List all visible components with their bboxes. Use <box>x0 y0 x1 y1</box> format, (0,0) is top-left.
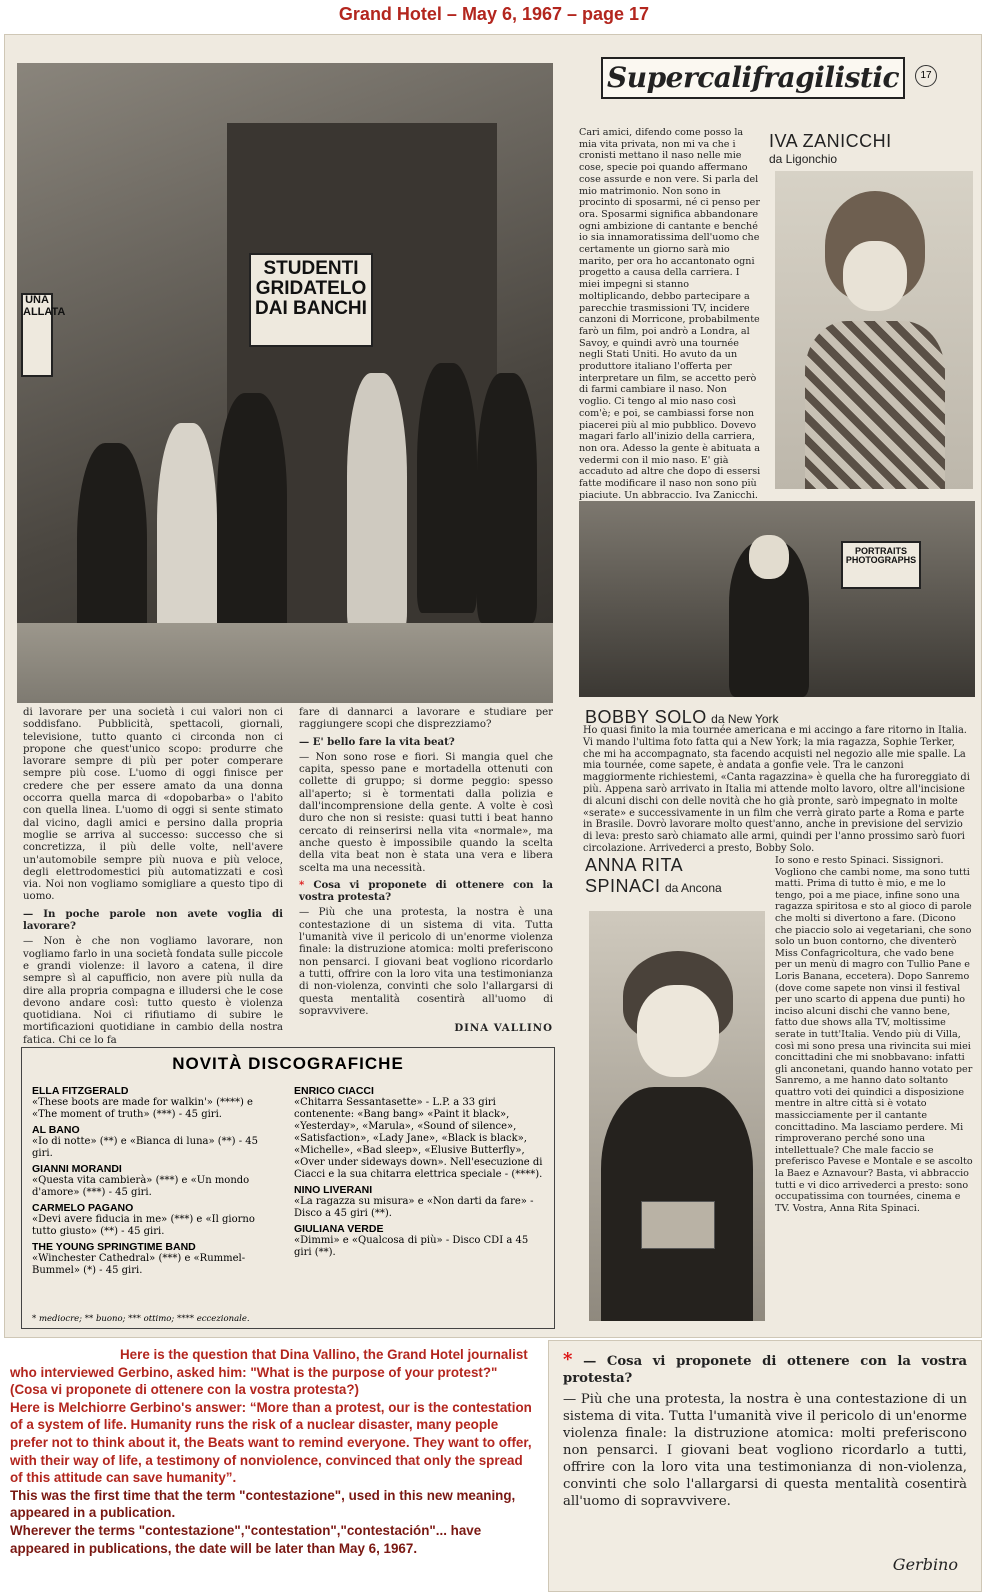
disc-entry-text: «Io di notte» (**) e «Bianca di luna» (**) - 45 giri. <box>32 1136 259 1159</box>
bobby-solo-photo <box>579 501 975 697</box>
spinaci-name: ANNA RITA SPINACI da Ancona <box>585 855 722 896</box>
portraits-sign: PORTRAITS PHOTOGRAPHS <box>841 541 921 589</box>
zanicchi-text: Cari amici, difendo come posso la mia vita privata, non mi va che i cronisti mettano il naso nelle mie cose, specie poi quando affermano cose assurde e non vere. Si parla del mio matrimonio. Non sono in procinto di sposarmi, né ci penso per ora. Sposarmi significa abbandonare ogni ambizione di cantante e benché io sia innamoratissima dell'uomo che certamente un giorno sarà mio marito, per ora ho accantonato ogni progetto a causa della carriera. I miei impegni si stanno moltiplicando, debbo partecipare a parecchie trasmissioni TV, incidere canzoni di Morricone, probabilmente farò un film, poi andrò a Londra, al Savoy, e quindi avrò una tournée negli Stati Uniti. Ho avuto da un produttore italiano l'offerta per interpretare un film, se accetto però di farmi cambiare il naso. Non voglio. Ci tengo al mio naso così com'è; e poi, se cambiassi forse non piacerei più al mio pubblico. Dovevo magari farlo all'inizio della carriera, non ora. Adesso la gente è abituata a vedermi con il mio naso. E' già accaduto ad altre che dopo di essersi fatte modificare il naso non sono più piaciute. Un abbraccio. Iva Zanicchi. <box>579 127 761 501</box>
disc-list-right <box>294 1082 544 1259</box>
bobby-solo-text: Ho quasi finito la mia tournée americana e mi accingo a fare ritorno in Italia. Vi mando l'ultima foto fatta qui a New York; la mia ragazza, Sophie Terker, che mi ha accompagnato, sta facendo acquisti nel negozio alle mie spalle. La mia tournée, come sapete, è andata a gonfie vele. Tra le canzoni maggiormente richiestemi, «Canta ragazzina» è quella che ha furoreggiato di più. Appena sarò arrivato in Italia mi attende molto lavoro, oltre all'incisione di alcuni dischi con delle novità che ho già pronte, sarò impegnato in molte «serate» e successivamente in un film che verrà girato parte a Roma e parte in Brasile. Dovrò lavorare molto quest'anno, anche in previsione del servizio di leva: presto sarò chiamato alle armi, quindi per l'anno prossimo sarò fuori circolazione. Arrivederci a presto, Bobby Solo. <box>583 725 970 854</box>
english-caption: Here is the question that Dina Vallino, the Grand Hotel journalist who interviewed Gerbino, asked him: "What is the purpose of your protest?" (Cosa vi proponete di ottenere con la vostra protesta?) Here is Melchiorre Gerbino's answer: “More than a protest, our is the contestation of a system of life. Humanity runs the risk of a nuclear disaster, many people prefer not to think about it, the Beats want to remind everyone. They want to offer, with their way of life, a testimony of nonviolence, convinced that only the spread of this attitude can save humanity”. This was the first time that the term "contestazione", used in this new meaning, appeared in a publication. Wherever the terms "contestazione","contestation","contestación"... have appeared in publications, the date will be later than May 6, 1967. <box>10 1347 532 1556</box>
person-figure <box>417 363 477 613</box>
sidewalk <box>17 623 553 703</box>
red-asterisk-marker: * <box>299 878 305 891</box>
bobby-solo-name: BOBBY SOLO da New York <box>585 707 779 727</box>
page-number: 17 <box>915 65 937 87</box>
novita-title: NOVITÀ DISCOGRAFICHE <box>172 1054 404 1073</box>
disc-entry-text: «Winchester Cathedral» (***) e «Rummel-Bummel» (*) - 45 giri. <box>32 1253 246 1276</box>
red-asterisk-marker: * <box>563 1349 573 1370</box>
supercali-title: Supercalifragilistic <box>601 57 905 99</box>
record-box <box>641 1201 715 1249</box>
spinaci-text: Io sono e resto Spinaci. Sissignori. Vogliono che cambi nome, ma sono tutti matti. Prima di tutto è mio, e me lo tengo, poi a me piace, infine sono una ragazza spiritosa e sto al gioco di parole che molti si divertono a fare. (Dicono che piaccio solo ai vegetariani, che sono solo un buon contorno, che diventerò Miss Confagricoltura, che vado bene per un menù di magro con Tullio Pane e Loris Banana, eccetera). Dopo Sanremo (dove come sapete non vinsi il festival per uno scarto di appena due punti) ho inciso alcuni dischi che vanno bene, fatto due shows alla TV, moltissime serate in tutt'Italia. Vendo più di Villa, così mi sono presa una rivincita sui miei concittadini che mi snobbavano: infatti gli anconetani, quando hanno votato per Sanremo, a me hanno dato soltanto quattro voti dei quindici a disposizione mentre in altre città si è votato massicciamente per il cantante concittadino. Ma lasciamo perdere. Mi rimproverano perché sono una intellettuale? Che male faccio se preferisco Pavese e Montale e se ascolto la Baez e Aznavour? Basta, vi abbraccio tutti e vi dico arrivederci a presto: sono occupatissima con tournées, cinema e TV. Vostra, Anna Rita Spinaci. <box>775 855 973 1214</box>
students-sign: STUDENTI GRIDATELO DAI BANCHI <box>249 253 373 347</box>
students-street-photo <box>17 63 553 703</box>
face-shape <box>749 535 789 579</box>
magazine-page-scan <box>4 34 982 1338</box>
disc-artist: ELLA FITZGERALD <box>32 1085 129 1097</box>
disc-artist: THE YOUNG SPRINGTIME BAND <box>32 1241 196 1253</box>
disc-entry-text: «La ragazza su misura» e «Non darti da fare» - Disco a 45 giri (**). <box>294 1196 534 1219</box>
disc-artist: GIULIANA VERDE <box>294 1223 384 1235</box>
disc-artist: GIANNI MORANDI <box>32 1163 122 1175</box>
gerbino-signature: Gerbino <box>892 1555 958 1574</box>
disc-entry-text: «Chitarra Sessantasette» - L.P. a 33 giri contenente: «Bang bang» «Paint it black», «Yesterday», «Marula», «Sound of silence», «Satisfaction», «Lady Jane», «Black is black», «Michelle», «Bad sleep», «Elusive Butterfly», «Over under sideways down». Nell'esecuzione di Ciacci e la sua chitarra elettrica speciale - (****). <box>294 1097 543 1180</box>
disc-entry-text: «Questa vita cambierà» (***) e «Un mondo d'amore» (***) - 45 giri. <box>32 1175 250 1198</box>
disc-list-left <box>32 1082 272 1277</box>
face-shape <box>637 985 719 1077</box>
disc-artist: AL BANO <box>32 1124 80 1136</box>
person-figure <box>347 373 407 633</box>
page-title: Grand Hotel – May 6, 1967 – page 17 <box>338 4 650 24</box>
zanicchi-name: IVA ZANICCHI da Ligonchio <box>769 131 892 166</box>
article-column-middle: fare di dannarci a lavorare e studiare per raggiungere scopi che disprezziamo? — E' bello fare la vita beat? — Non sono rose e fiori. Si mangia quel che capita, spesso pane e mortadella ottenuti con collette di gruppo; si dorme peggio: spesso all'aperto; si è tormentati dalla polizia e dall'incomprensione della gente. A volte è così duro che non si resiste: quasi tutti i beat hanno cercato di reinserirsi nella vita «normale», ma anche questo è impossibile quando la scelta della vita beat non è stata una vera e libera scelta ma una necessità. * Cosa vi proponete di ottenere con la vostra protesta? — Più che una protesta, la nostra è una contestazione di un sistema di vita. Tutta l'umanità vive il pericolo di un'enorme violenza finale: la distruzione atomica: molti preferiscono non pensarci. I giovani beat vogliono ricordarlo a tutti, offrire con la loro vita una testimonianza di non-violenza, convinti che solo l'allargarsi di questa mentalità cosentirà all'uomo di sopravvivere. DINA VALLINO <box>299 707 553 1035</box>
disc-entry-text: «These boots are made for walkin'» (****) e «The moment of truth» (***) - 45 giri. <box>32 1097 253 1120</box>
face-shape <box>843 241 907 311</box>
disc-artist: CARMELO PAGANO <box>32 1202 134 1214</box>
disc-artist: NINO LIVERANI <box>294 1184 373 1196</box>
novita-discografiche-box <box>21 1047 555 1329</box>
spinaci-photo <box>589 911 765 1321</box>
author-signature: DINA VALLINO <box>454 1022 553 1035</box>
checkered-dress <box>805 321 945 489</box>
zanicchi-photo <box>775 171 973 489</box>
person-figure <box>217 393 287 653</box>
disc-entry-text: «Dimmi» e «Qualcosa di più» - Disco CDI a 45 giri (**). <box>294 1235 529 1258</box>
disc-entry-text: «Devi avere fiducia in me» (***) e «Il giorno tutto giusto» (**) - 45 giri. <box>32 1214 255 1237</box>
rating-legend: * mediocre; ** buono; *** ottimo; **** eccezionale. <box>32 1314 250 1324</box>
person-figure <box>477 373 537 623</box>
disc-artist: ENRICO CIACCI <box>294 1085 374 1097</box>
article-column-left: di lavorare per una società i cui valori non ci soddisfano. Pubblicità, spettacoli, giornali, televisione, tutto quanto ci circonda non ci propone che quest'unico scopo: produrre che lavorare sempre di più per poter comperare sempre più cose. L'uomo di oggi finisce per credere che per essere amato da una donna occorra quella marca di «dopobarba» o l'abito con quella linea. L'uomo di oggi si sente stimato dal vicino, dagli amici e persino dalla propria moglie se arriva al successo: successo che si concretizza, il più delle volte, nell'avere un'automobile sempre più nuova e più veloce, degli elettrodomestici più automatizzati e così via. Noi non vogliamo somigliare a questo tipo di uomo. — In poche parole non avete voglia di lavorare? — Non è che non vogliamo lavorare, non vogliamo farlo in una società fondata sulle piccole e grandi violenze: il lavoro a catena, il dire sempre sì al capufficio, non avere più nulla da dire alla propria compagna e illudersi che le cose devono andare così: tutto questo è violenza quotidiana. Noi ci rifiutiamo di subire le mortificazioni quotidiane in cambio della nostra fatica. Chi ce lo fa <box>23 707 283 1046</box>
highlighted-excerpt: * — Cosa vi proponete di ottenere con la vostra protesta? — Più che una protesta, la nostra è una contestazione di un sistema di vita. Tutta l'umanità vive il pericolo di un'enorme violenza finale: la distruzione atomica: molti preferiscono non pensarci. I giovani beat vogliono ricordarlo a tutti, offrire con la loro vita una testimonianza di non-violenza, convinti che solo l'allargarsi di questa mentalità cosentirà all'uomo di sopravvivere. <box>548 1340 982 1592</box>
left-wall-sign: UNA ALLATA <box>21 293 53 377</box>
